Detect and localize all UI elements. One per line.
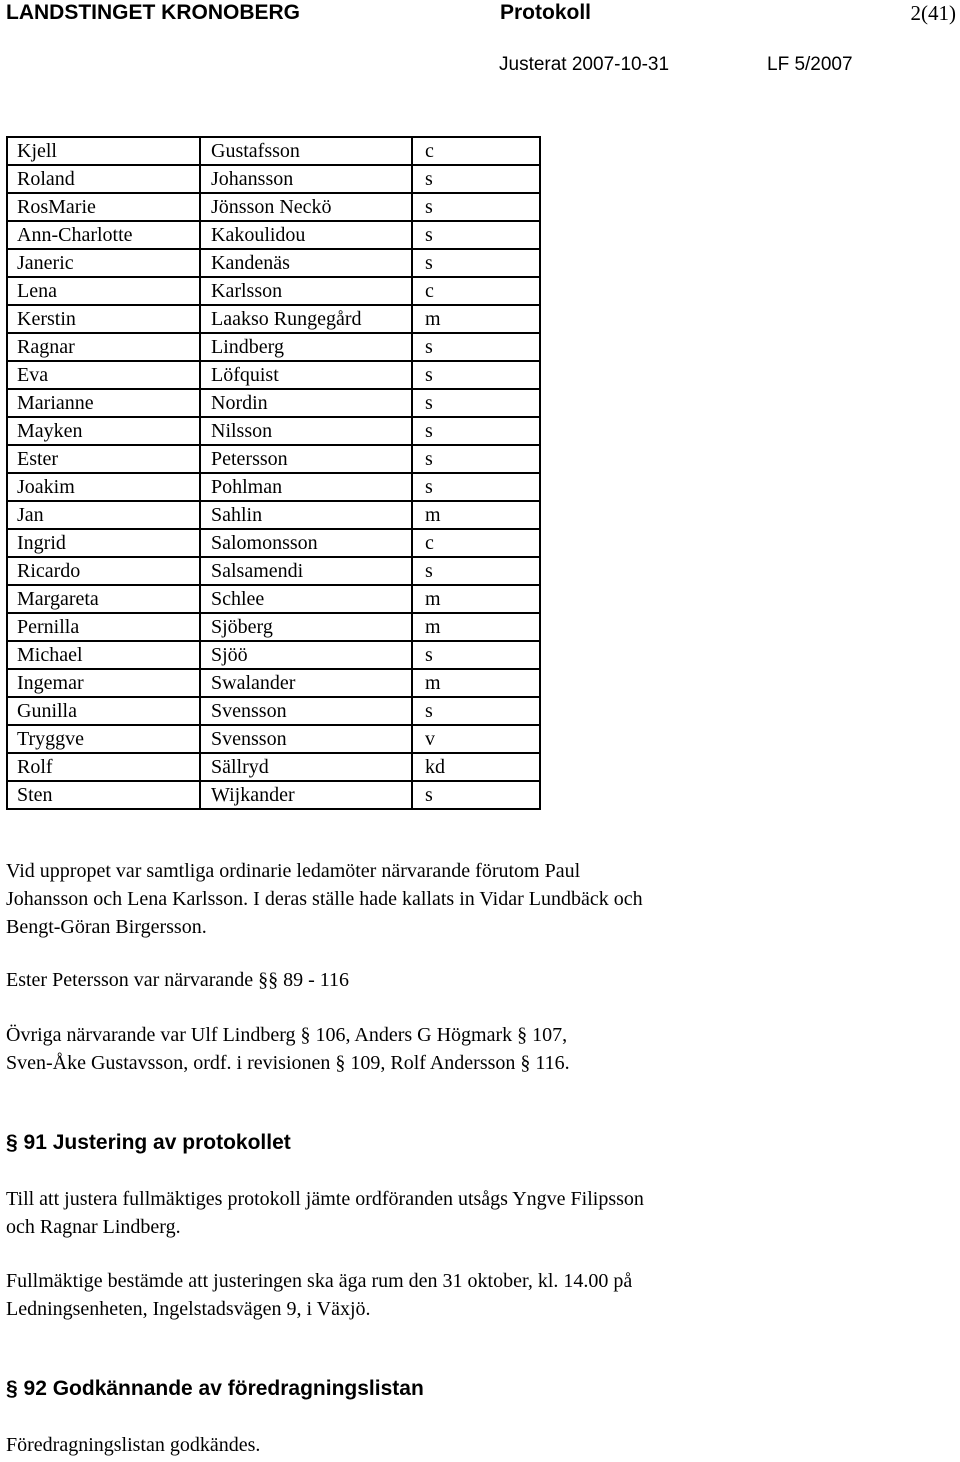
member-first-name: Ingrid (7, 529, 200, 557)
member-last-name: Nordin (200, 389, 412, 417)
member-last-name: Swalander (200, 669, 412, 697)
member-row (7, 585, 540, 613)
members-table-body (7, 137, 540, 809)
attendance-line: Johansson och Lena Karlsson. I deras ställe hade kallats in Vidar Lundbäck och (6, 888, 643, 910)
member-party: c (412, 137, 540, 165)
member-party: m (412, 501, 540, 529)
member-party: s (412, 445, 540, 473)
member-last-name: Sällryd (200, 753, 412, 781)
member-row (7, 445, 540, 473)
attendance-paragraph (6, 857, 946, 941)
page-number: 2(41) (910, 1, 956, 25)
member-last-name: Karlsson (200, 277, 412, 305)
member-row (7, 613, 540, 641)
member-party: m (412, 585, 540, 613)
member-row (7, 529, 540, 557)
member-party: kd (412, 753, 540, 781)
member-row (7, 305, 540, 333)
member-first-name: Janeric (7, 249, 200, 277)
member-first-name: RosMarie (7, 193, 200, 221)
member-first-name: Tryggve (7, 725, 200, 753)
member-party: s (412, 249, 540, 277)
presence-note (6, 966, 946, 994)
member-party: m (412, 613, 540, 641)
member-party: m (412, 305, 540, 333)
members-table (6, 136, 541, 810)
member-first-name: Pernilla (7, 613, 200, 641)
member-party: s (412, 473, 540, 501)
member-party: s (412, 781, 540, 809)
document-type: Protokoll (500, 1, 592, 24)
member-row (7, 277, 540, 305)
member-row (7, 473, 540, 501)
others-present-line: Övriga närvarande var Ulf Lindberg § 106, Anders G Högmark § 107, (6, 1024, 568, 1046)
member-row (7, 725, 540, 753)
member-party: v (412, 725, 540, 753)
member-first-name: Sten (7, 781, 200, 809)
member-row (7, 697, 540, 725)
section-92-heading: § 92 Godkännande av föredragningslistan (6, 1377, 424, 1400)
member-party: s (412, 557, 540, 585)
section-91-heading: § 91 Justering av protokollet (6, 1131, 291, 1154)
section-91-line: Till att justera fullmäktiges protokoll jämte ordföranden utsågs Yngve Filipsson (6, 1188, 644, 1210)
section-91-paragraph-2 (6, 1267, 946, 1323)
member-party: s (412, 193, 540, 221)
member-party: c (412, 529, 540, 557)
member-row (7, 753, 540, 781)
member-last-name: Jönsson Neckö (200, 193, 412, 221)
member-party: s (412, 333, 540, 361)
member-party: s (412, 389, 540, 417)
member-party: s (412, 417, 540, 445)
approval-date: Justerat 2007-10-31 (499, 54, 670, 75)
member-first-name: Roland (7, 165, 200, 193)
member-first-name: Joakim (7, 473, 200, 501)
member-party: s (412, 697, 540, 725)
member-last-name: Johansson (200, 165, 412, 193)
member-last-name: Kakoulidou (200, 221, 412, 249)
member-row (7, 557, 540, 585)
member-row (7, 221, 540, 249)
member-first-name: Eva (7, 361, 200, 389)
member-last-name: Salomonsson (200, 529, 412, 557)
member-last-name: Kandenäs (200, 249, 412, 277)
member-last-name: Gustafsson (200, 137, 412, 165)
page-header (0, 0, 960, 30)
member-first-name: Ester (7, 445, 200, 473)
section-91-line: Ledningsenheten, Ingelstadsvägen 9, i Växjö. (6, 1298, 371, 1320)
member-first-name: Michael (7, 641, 200, 669)
member-last-name: Lindberg (200, 333, 412, 361)
member-last-name: Petersson (200, 445, 412, 473)
member-row (7, 641, 540, 669)
member-last-name: Svensson (200, 725, 412, 753)
member-row (7, 389, 540, 417)
member-last-name: Pohlman (200, 473, 412, 501)
member-party: s (412, 165, 540, 193)
member-party: s (412, 361, 540, 389)
organization-name: LANDSTINGET KRONOBERG (6, 1, 300, 24)
member-party: m (412, 669, 540, 697)
section-91-paragraph-1 (6, 1185, 946, 1241)
member-first-name: Kerstin (7, 305, 200, 333)
member-last-name: Sjöö (200, 641, 412, 669)
member-last-name: Schlee (200, 585, 412, 613)
section-91-line: och Ragnar Lindberg. (6, 1216, 181, 1238)
member-first-name: Margareta (7, 585, 200, 613)
member-row (7, 501, 540, 529)
member-last-name: Salsamendi (200, 557, 412, 585)
member-last-name: Laakso Rungegård (200, 305, 412, 333)
attendance-line: Bengt-Göran Birgersson. (6, 916, 207, 938)
member-party: c (412, 277, 540, 305)
member-row (7, 333, 540, 361)
member-last-name: Löfquist (200, 361, 412, 389)
member-row (7, 165, 540, 193)
member-first-name: Jan (7, 501, 200, 529)
member-row (7, 137, 540, 165)
member-last-name: Wijkander (200, 781, 412, 809)
others-present-paragraph (6, 1021, 946, 1077)
member-first-name: Marianne (7, 389, 200, 417)
member-last-name: Sahlin (200, 501, 412, 529)
member-first-name: Ingemar (7, 669, 200, 697)
member-row (7, 249, 540, 277)
section-92-paragraph (6, 1431, 946, 1459)
document-reference: LF 5/2007 (767, 54, 853, 75)
member-first-name: Ragnar (7, 333, 200, 361)
member-party: s (412, 221, 540, 249)
section-92-text: Föredragningslistan godkändes. (6, 1434, 261, 1456)
member-row (7, 669, 540, 697)
section-91-line: Fullmäktige bestämde att justeringen ska äga rum den 31 oktober, kl. 14.00 på (6, 1270, 633, 1292)
member-first-name: Lena (7, 277, 200, 305)
member-first-name: Gunilla (7, 697, 200, 725)
member-row (7, 781, 540, 809)
member-last-name: Nilsson (200, 417, 412, 445)
presence-note-text: Ester Petersson var närvarande §§ 89 - 116 (6, 969, 350, 991)
member-first-name: Kjell (7, 137, 200, 165)
member-last-name: Sjöberg (200, 613, 412, 641)
others-present-line: Sven-Åke Gustavsson, ordf. i revisionen § 109, Rolf Andersson § 116. (6, 1052, 570, 1074)
attendance-line: Vid uppropet var samtliga ordinarie ledamöter närvarande förutom Paul (6, 860, 581, 882)
member-row (7, 361, 540, 389)
member-row (7, 417, 540, 445)
member-last-name: Svensson (200, 697, 412, 725)
member-first-name: Ann-Charlotte (7, 221, 200, 249)
member-party: s (412, 641, 540, 669)
member-row (7, 193, 540, 221)
member-first-name: Ricardo (7, 557, 200, 585)
member-first-name: Rolf (7, 753, 200, 781)
member-first-name: Mayken (7, 417, 200, 445)
